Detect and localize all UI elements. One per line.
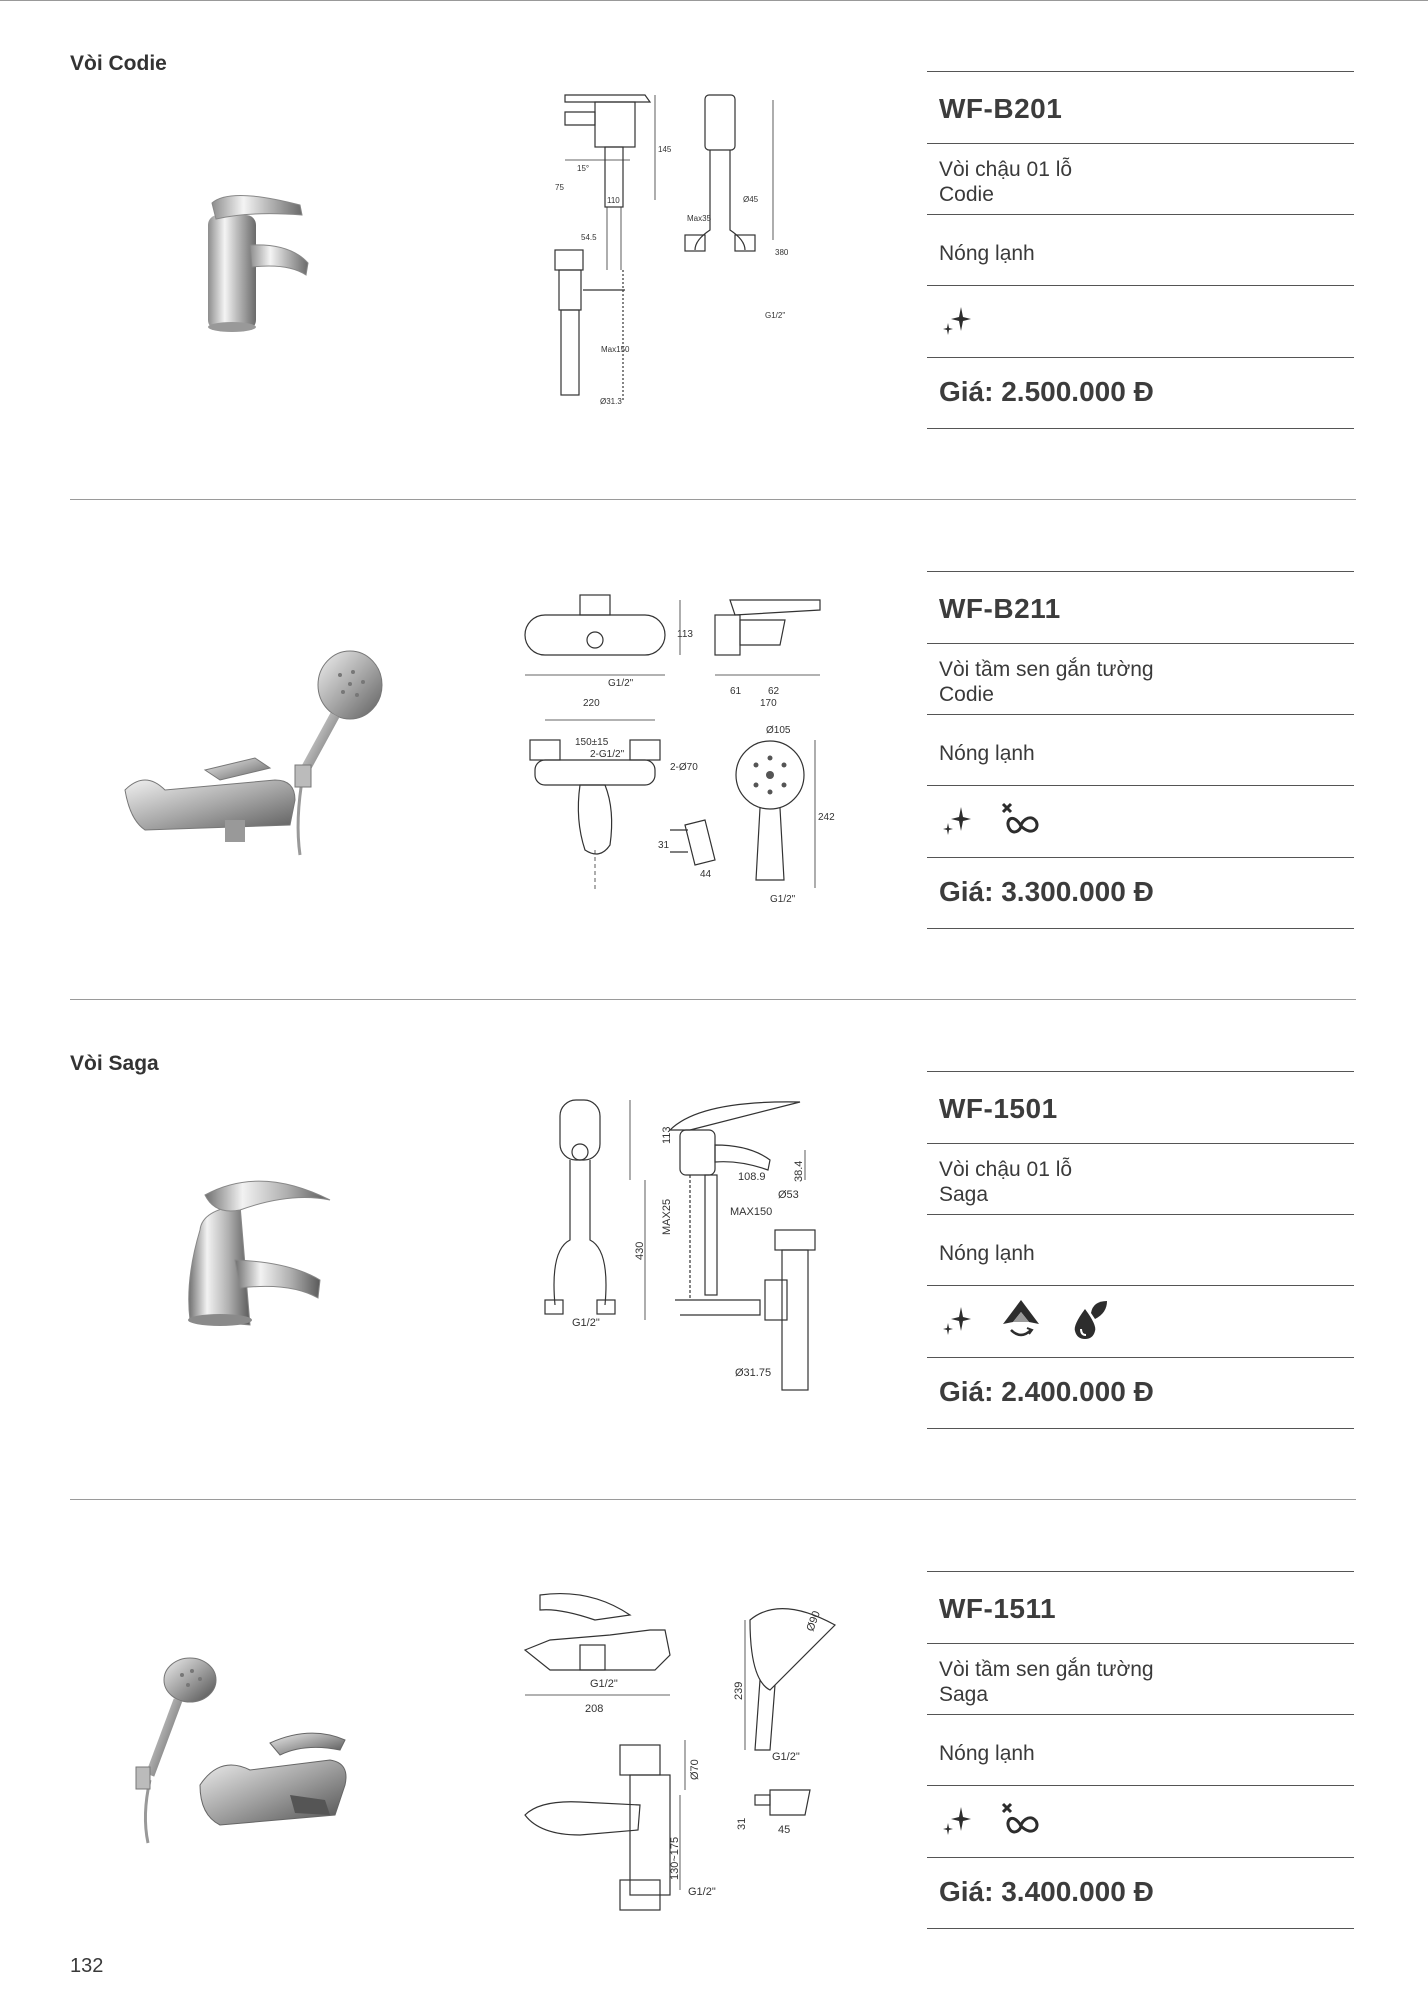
dim-label: 75 — [555, 183, 564, 192]
dim-label: Ø70 — [689, 1759, 701, 1780]
product-photo-wall-shower-mixer-codie — [125, 640, 385, 865]
dim-label: MAX25 — [661, 1198, 673, 1235]
dim-label: G1/2" — [770, 894, 796, 905]
dim-label: 380 — [775, 248, 789, 257]
dim-label: 45 — [778, 1824, 791, 1836]
dim-label: 15° — [577, 164, 590, 173]
feature-icons — [939, 795, 1043, 845]
dim-label: G1/2" — [765, 311, 786, 320]
product-model: WF-1511 — [939, 1593, 1057, 1624]
dim-label: G1/2" — [772, 1751, 800, 1763]
product-photo-wall-shower-mixer-saga — [130, 1655, 370, 1850]
technical-drawing-wf-1501 — [530, 1090, 820, 1415]
dim-label: 31 — [658, 840, 670, 851]
dim-label: G1/2" — [688, 1886, 716, 1898]
no-tangle-hose-icon — [999, 800, 1043, 840]
feature-icons — [939, 1295, 1109, 1345]
water-saving-icon — [1069, 1299, 1109, 1341]
dim-label: Max150 — [601, 345, 630, 354]
product-description — [939, 157, 1072, 207]
dim-label: 150±15 — [575, 737, 609, 748]
product-description — [939, 1157, 1072, 1207]
product-type: Nóng lạnh — [939, 1742, 1035, 1765]
product-description-line: Vòi chậu 01 lỗ — [939, 1158, 1073, 1181]
product-photo-basin-faucet-saga — [180, 1170, 340, 1335]
sparkle-icon — [939, 803, 973, 837]
product-model: WF-B201 — [939, 93, 1063, 124]
product-description — [939, 1657, 1154, 1707]
dim-label: 113 — [677, 629, 693, 640]
dim-label: Ø53 — [778, 1189, 799, 1201]
dim-label: 239 — [733, 1681, 745, 1700]
dim-label: G1/2" — [590, 1678, 618, 1690]
feature-icons — [939, 295, 973, 345]
product-price: Giá: 2.400.000 Đ — [939, 1376, 1154, 1407]
dim-label: Max35 — [687, 214, 712, 223]
product-photo-basin-faucet-codie — [190, 175, 330, 340]
section-separator — [70, 999, 1356, 1000]
dim-label: 61 — [730, 686, 742, 697]
dim-label: 62 — [768, 686, 780, 697]
dim-label: G1/2" — [572, 1317, 600, 1329]
product-description-line: Vòi chậu 01 lỗ — [939, 158, 1073, 181]
dim-label: 242 — [818, 812, 835, 823]
dim-label: 2-G1/2" — [590, 749, 625, 760]
product-description-line: Codie — [939, 183, 994, 206]
dim-label: 145 — [658, 145, 672, 154]
product-type: Nóng lạnh — [939, 242, 1035, 265]
dim-label: MAX150 — [730, 1206, 773, 1218]
section-separator — [70, 499, 1356, 500]
no-tangle-hose-icon — [999, 1800, 1043, 1840]
dim-label: 430 — [634, 1241, 646, 1260]
section-title-codie: Vòi Codie — [70, 52, 167, 75]
product-price: Giá: 3.400.000 Đ — [939, 1876, 1154, 1907]
sparkle-icon — [939, 1303, 973, 1337]
dim-label: Ø31.3 — [600, 397, 622, 406]
dim-label: 2-Ø70 — [670, 762, 698, 773]
product-description-line: Saga — [939, 1683, 989, 1706]
product-model: WF-1501 — [939, 1093, 1058, 1124]
page-number: 132 — [70, 1955, 104, 1977]
section-separator — [70, 1499, 1356, 1500]
aerator-icon — [999, 1298, 1043, 1342]
dim-label: 110 — [607, 196, 620, 205]
product-description — [939, 657, 1154, 707]
product-description-line: Saga — [939, 1183, 989, 1206]
technical-drawing-wf-b211 — [520, 590, 835, 915]
dim-label: 54.5 — [581, 233, 597, 242]
product-description-line: Vòi tầm sen gắn tường — [939, 658, 1154, 681]
dim-label: G1/2" — [608, 678, 634, 689]
dim-label: 208 — [585, 1703, 604, 1715]
product-type: Nóng lạnh — [939, 1242, 1035, 1265]
product-price: Giá: 2.500.000 Đ — [939, 376, 1154, 407]
dim-label: Ø105 — [766, 725, 791, 736]
dim-label: 31 — [736, 1817, 748, 1830]
feature-icons — [939, 1795, 1043, 1845]
dim-label: Ø45 — [743, 195, 759, 204]
product-price: Giá: 3.300.000 Đ — [939, 876, 1154, 907]
product-model: WF-B211 — [939, 593, 1061, 624]
dim-label: Ø90 — [804, 1609, 823, 1634]
dim-label: 38.4 — [793, 1160, 805, 1182]
dim-label: 170 — [760, 698, 777, 709]
dim-label: 130~175 — [669, 1836, 681, 1880]
technical-drawing-wf-b201 — [545, 90, 805, 415]
section-title-saga: Vòi Saga — [70, 1052, 159, 1075]
technical-drawing-wf-1511 — [520, 1590, 840, 1925]
top-rule — [0, 0, 1428, 1]
sparkle-icon — [939, 303, 973, 337]
dim-label: 44 — [700, 869, 712, 880]
sparkle-icon — [939, 1803, 973, 1837]
dim-label: Ø31.75 — [735, 1367, 772, 1379]
product-description-line: Vòi tầm sen gắn tường — [939, 1658, 1154, 1681]
dim-label: 113 — [661, 1126, 673, 1144]
dim-label: 108.9 — [738, 1171, 766, 1183]
product-type: Nóng lạnh — [939, 742, 1035, 765]
product-description-line: Codie — [939, 683, 994, 706]
dim-label: 220 — [583, 698, 600, 709]
